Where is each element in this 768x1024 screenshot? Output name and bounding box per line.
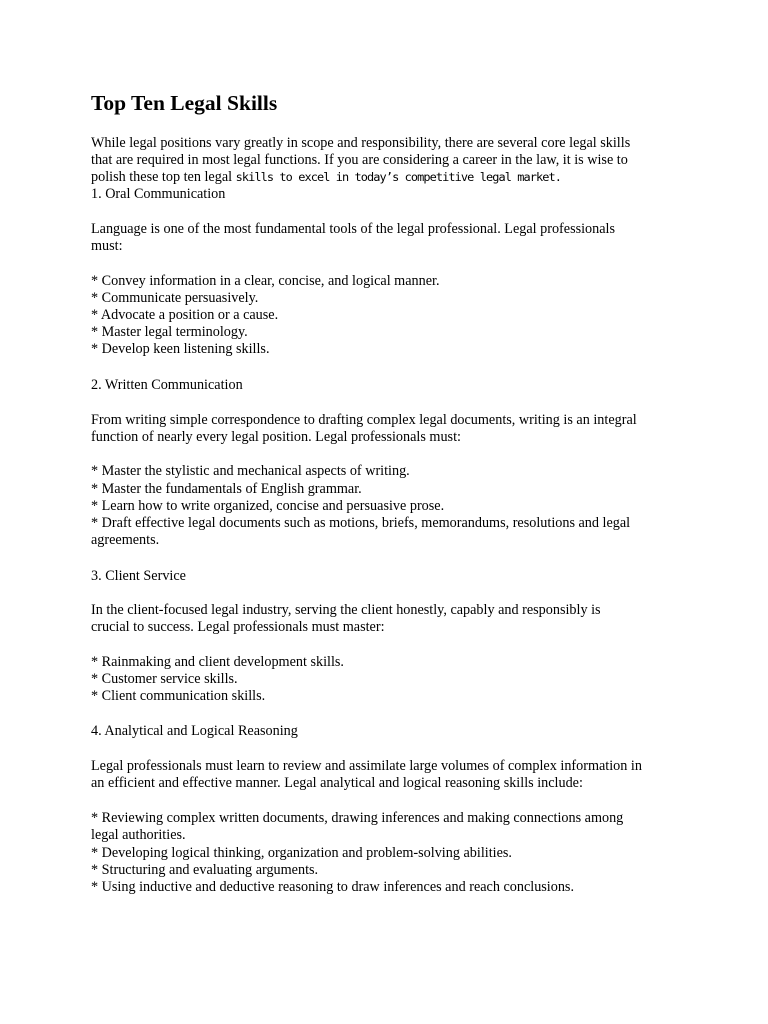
section-heading: 4. Analytical and Logical Reasoning	[91, 723, 298, 739]
bullet-item: * Communicate persuasively.	[91, 290, 259, 306]
paragraph-line: crucial to success. Legal professionals must master:	[91, 619, 385, 635]
bullet-item: * Rainmaking and client development skills.	[91, 654, 344, 670]
bullet-item: * Draft effective legal documents such as motions, briefs, memorandums, resolutions and legal	[91, 515, 631, 531]
paragraph-line: must:	[91, 238, 123, 254]
intro-line	[91, 169, 561, 186]
document-title: Top Ten Legal Skills	[91, 91, 278, 115]
bullet-item: * Master the fundamentals of English grammar.	[91, 481, 362, 497]
intro-text-alt-font: skills to excel in today’s competitive legal market.	[235, 170, 562, 184]
bullet-item-continuation: agreements.	[91, 532, 160, 548]
paragraph-line: Legal professionals must learn to review and assimilate large volumes of complex information in	[91, 758, 642, 774]
paragraph-line: an efficient and effective manner. Legal analytical and logical reasoning skills include:	[91, 775, 583, 791]
bullet-item: * Advocate a position or a cause.	[91, 307, 279, 323]
bullet-item: * Master legal terminology.	[91, 324, 248, 340]
bullet-item: * Convey information in a clear, concise, and logical manner.	[91, 273, 440, 289]
intro-line: While legal positions vary greatly in scope and responsibility, there are several core legal skills	[91, 135, 631, 151]
section-heading: 2. Written Communication	[91, 377, 243, 393]
paragraph-line: function of nearly every legal position. Legal professionals must:	[91, 429, 461, 445]
bullet-item: * Client communication skills.	[91, 688, 266, 704]
bullet-item-continuation: legal authorities.	[91, 827, 186, 843]
bullet-item: * Master the stylistic and mechanical aspects of writing.	[91, 463, 410, 479]
bullet-item: * Developing logical thinking, organization and problem-solving abilities.	[91, 845, 512, 861]
bullet-item: * Reviewing complex written documents, drawing inferences and making connections among	[91, 810, 624, 826]
paragraph-line: In the client-focused legal industry, serving the client honestly, capably and responsibly is	[91, 602, 601, 618]
intro-text: polish these top ten legal	[91, 169, 236, 185]
paragraph-line: From writing simple correspondence to drafting complex legal documents, writing is an integral	[91, 412, 637, 428]
bullet-item: * Customer service skills.	[91, 671, 238, 687]
section-heading: 1. Oral Communication	[91, 186, 226, 202]
bullet-item: * Develop keen listening skills.	[91, 341, 270, 357]
section-heading: 3. Client Service	[91, 568, 186, 584]
paragraph-line: Language is one of the most fundamental tools of the legal professional. Legal professionals	[91, 221, 616, 237]
bullet-item: * Structuring and evaluating arguments.	[91, 862, 319, 878]
bullet-item: * Learn how to write organized, concise and persuasive prose.	[91, 498, 445, 514]
bullet-item: * Using inductive and deductive reasoning to draw inferences and reach conclusions.	[91, 879, 575, 895]
intro-line: that are required in most legal functions. If you are considering a career in the law, it is wise to	[91, 152, 628, 168]
